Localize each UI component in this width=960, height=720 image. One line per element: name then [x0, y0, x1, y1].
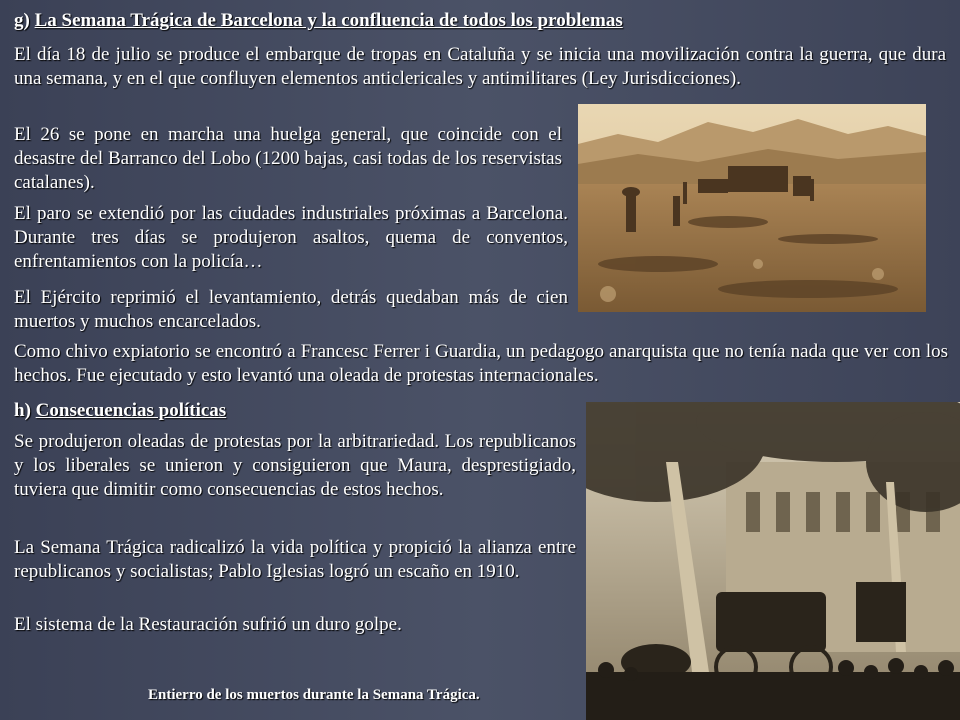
section-g-letter: g) — [14, 10, 30, 31]
section-g-heading — [14, 10, 623, 32]
funeral-photo — [586, 402, 960, 720]
photo-caption: Entierro de los muertos durante la Semana Trágica. — [148, 687, 480, 703]
paragraph-g-2: El 26 se pone en marcha una huelga general, que coincide con el desastre del Barranco del Lobo (1200 bajas, casi todas de los reservistas catalanes). — [14, 124, 562, 193]
section-h-letter: h) — [14, 400, 31, 421]
paragraph-h-1: Se produjeron oleadas de protestas por la arbitrariedad. Los republicanos y los liberales se unieron y consiguieron que Maura, desprestigiado, tuviera que dimitir como consecuencias de estos hechos. — [14, 431, 576, 500]
paragraph-g-5: Como chivo expiatorio se encontró a Francesc Ferrer i Guardia, un pedagogo anarquista que no tenía nada que ver con los hechos. Fue ejecutado y esto levantó una oleada de protestas internacionales. — [14, 341, 948, 386]
paragraph-g-4: El Ejército reprimió el levantamiento, detrás quedaban más de cien muertos y muchos encarcelados. — [14, 287, 568, 332]
funeral-photo-illustration — [586, 402, 960, 720]
section-g-title: La Semana Trágica de Barcelona y la confluencia de todos los problemas — [34, 10, 623, 31]
barranco-photo — [578, 104, 926, 312]
paragraph-g-3: El paro se extendió por las ciudades industriales próximas a Barcelona. Durante tres días se produjeron asaltos, quema de conventos, enfrentamientos con la policía… — [14, 203, 568, 272]
section-h-heading — [14, 400, 226, 422]
paragraph-h-2: La Semana Trágica radicalizó la vida política y propició la alianza entre republicanos y socialistas; Pablo Iglesias logró un escaño en 1910. — [14, 537, 576, 582]
paragraph-g-1: El día 18 de julio se produce el embarque de tropas en Cataluña y se inicia una movilización contra la guerra, que dura una semana, y en el que confluyen elementos anticlericales y antimilitares (Ley Jurisdicciones). — [14, 44, 946, 89]
barranco-photo-illustration — [578, 104, 926, 312]
paragraph-h-3: El sistema de la Restauración sufrió un duro golpe. — [14, 614, 402, 635]
section-h-title: Consecuencias políticas — [35, 400, 227, 421]
